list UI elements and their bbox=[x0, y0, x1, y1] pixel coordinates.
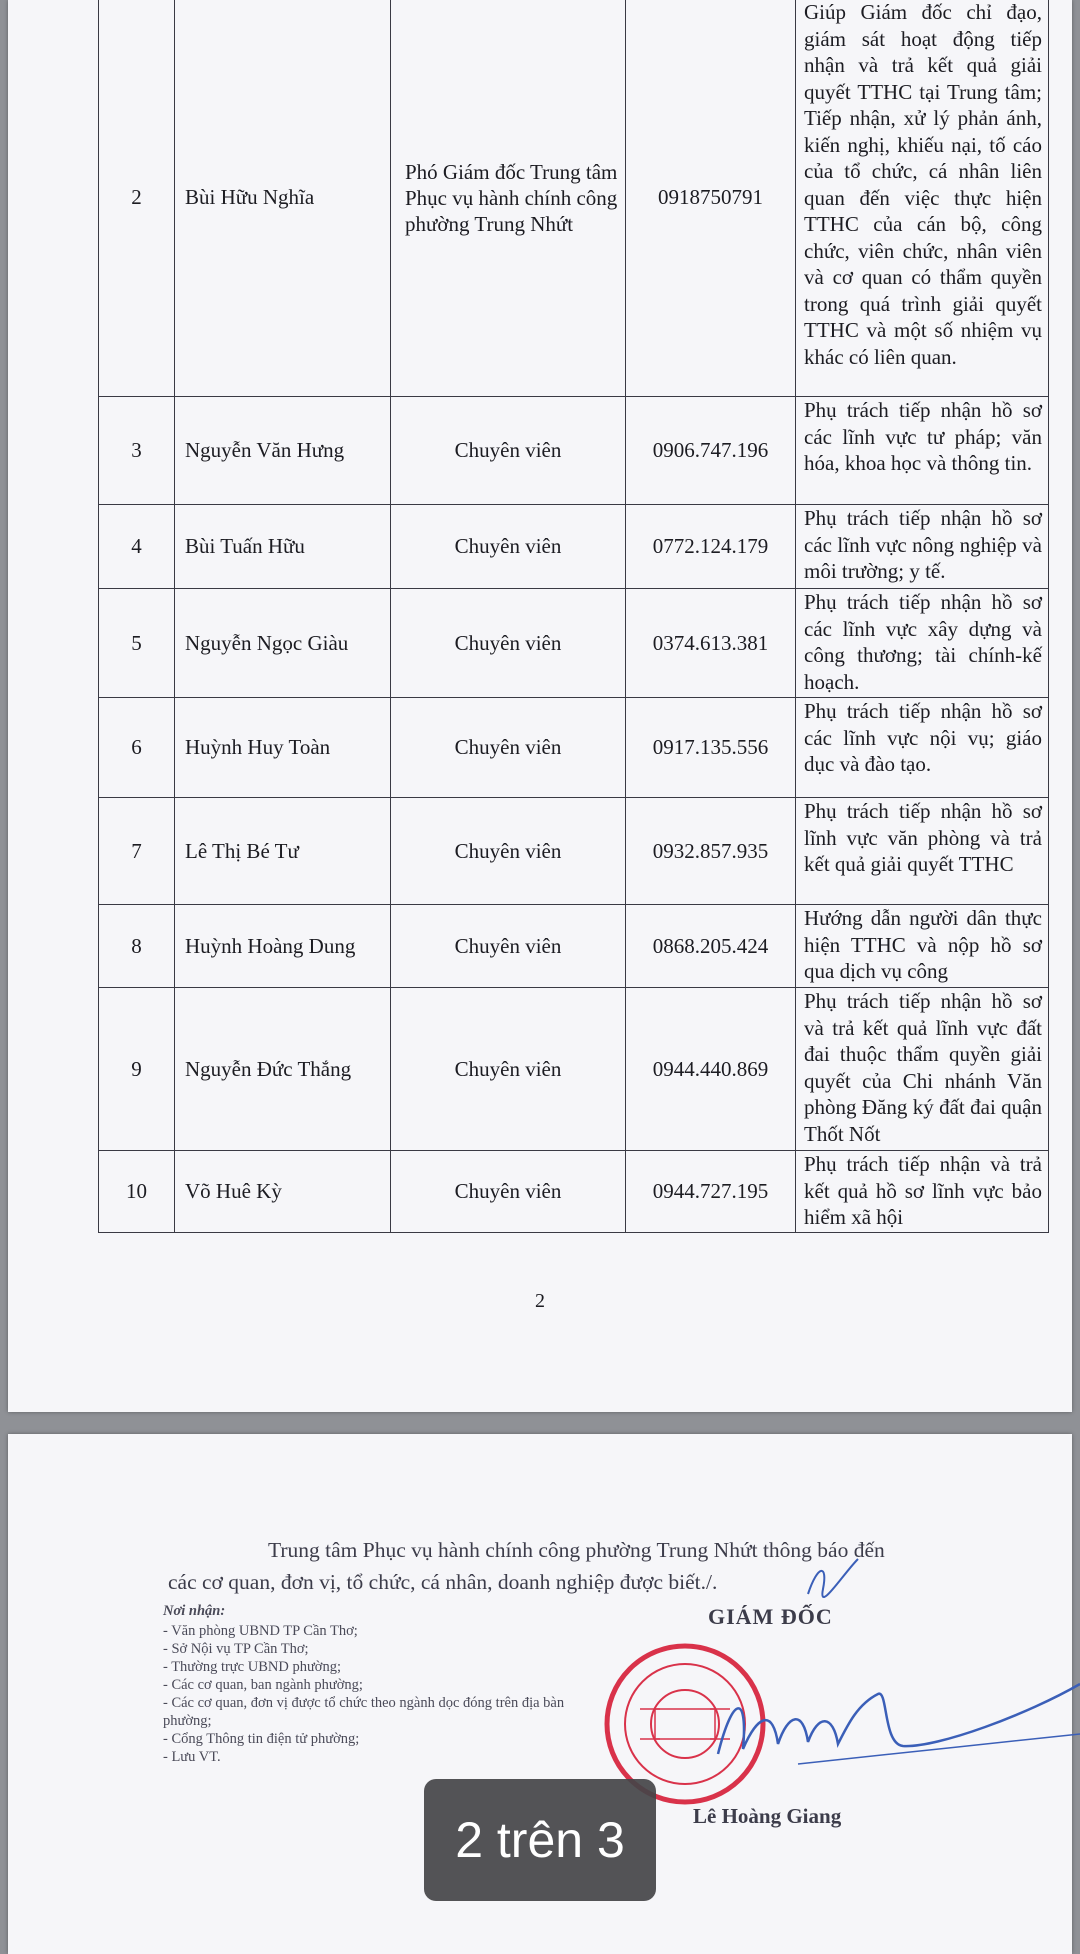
staff-name: Huỳnh Huy Toàn bbox=[175, 698, 391, 798]
staff-phone: 0944.727.195 bbox=[626, 1151, 796, 1233]
closing-line-1: Trung tâm Phục vụ hành chính công phường Trung Nhứt thông báo đến bbox=[268, 1538, 885, 1562]
staff-table bbox=[98, 0, 1049, 1233]
signer-title: GIÁM ĐỐC bbox=[708, 1604, 833, 1629]
recipient-item: - Lưu VT. bbox=[163, 1749, 221, 1765]
staff-task: Hướng dẫn người dân thực hiện TTHC và nộp hồ sơ qua dịch vụ công bbox=[796, 905, 1049, 988]
table-row bbox=[99, 0, 1049, 397]
staff-task: Phụ trách tiếp nhận hồ sơ các lĩnh vực nội vụ; giáo dục và đào tạo. bbox=[796, 698, 1049, 798]
row-number: 3 bbox=[99, 397, 175, 505]
table-row bbox=[99, 505, 1049, 589]
staff-position: Chuyên viên bbox=[391, 698, 626, 798]
staff-name: Nguyễn Đức Thắng bbox=[175, 988, 391, 1151]
table-row bbox=[99, 905, 1049, 988]
staff-phone: 0944.440.869 bbox=[626, 988, 796, 1151]
signer-name: Lê Hoàng Giang bbox=[693, 1804, 842, 1828]
staff-phone: 0906.747.196 bbox=[626, 397, 796, 505]
staff-phone: 0374.613.381 bbox=[626, 589, 796, 698]
staff-name: Nguyễn Văn Hưng bbox=[175, 397, 391, 505]
staff-name: Bùi Hữu Nghĩa bbox=[175, 0, 391, 397]
staff-task: Phụ trách tiếp nhận hồ sơ các lĩnh vực tư pháp; văn hóa, khoa học và thông tin. bbox=[796, 397, 1049, 505]
staff-name: Võ Huê Kỳ bbox=[175, 1151, 391, 1233]
row-number: 8 bbox=[99, 905, 175, 988]
row-number: 10 bbox=[99, 1151, 175, 1233]
recipient-item: - Cổng Thông tin điện tử phường; bbox=[163, 1731, 360, 1747]
table-row bbox=[99, 698, 1049, 798]
staff-position: Chuyên viên bbox=[391, 1151, 626, 1233]
recipient-item: - Các cơ quan, ban ngành phường; bbox=[163, 1677, 363, 1693]
table-row bbox=[99, 988, 1049, 1151]
staff-task: Giúp Giám đốc chỉ đạo, giám sát hoạt động tiếp nhận và trả kết quả giải quyết TTHC tại Trung tâm; Tiếp nhận, xử lý phản ánh, kiến nghị, khiếu nại, tố cáo của tổ chức, cá nhân liên quan đến việc thực hiện TTHC của cán bộ, công chức, viên chức, nhân viên và cơ quan có thẩm quyền trong quá trình giải quyết TTHC và một số nhiệm vụ khác có liên quan. bbox=[796, 0, 1049, 397]
staff-task: Phụ trách tiếp nhận hồ sơ và trả kết quả lĩnh vực đất đai thuộc thẩm quyền giải quyết của Chi nhánh Văn phòng Đăng ký đất đai quận Thốt Nốt bbox=[796, 988, 1049, 1151]
staff-position: Chuyên viên bbox=[391, 798, 626, 905]
staff-task: Phụ trách tiếp nhận hồ sơ các lĩnh vực nông nghiệp và môi trường; y tế. bbox=[796, 505, 1049, 589]
recipient-item: - Các cơ quan, đơn vị được tổ chức theo ngành dọc đóng trên địa bàn phường; bbox=[163, 1695, 565, 1729]
director-signature bbox=[708, 1654, 1080, 1804]
document-page-2 bbox=[8, 0, 1072, 1412]
row-number: 4 bbox=[99, 505, 175, 589]
staff-task: Phụ trách tiếp nhận hồ sơ các lĩnh vực xây dựng và công thương; tài chính-kế hoạch. bbox=[796, 589, 1049, 698]
closing-paragraph bbox=[168, 1534, 998, 1598]
staff-task: Phụ trách tiếp nhận và trả kết quả hồ sơ lĩnh vực bảo hiểm xã hội bbox=[796, 1151, 1049, 1233]
row-number: 9 bbox=[99, 988, 175, 1151]
row-number: 7 bbox=[99, 798, 175, 905]
staff-phone: 0868.205.424 bbox=[626, 905, 796, 988]
staff-name: Huỳnh Hoàng Dung bbox=[175, 905, 391, 988]
recipient-item: - Văn phòng UBND TP Cần Thơ; bbox=[163, 1623, 358, 1639]
initial-signature bbox=[798, 1554, 868, 1604]
row-number: 2 bbox=[99, 0, 175, 397]
table-row bbox=[99, 1151, 1049, 1233]
staff-name: Lê Thị Bé Tư bbox=[175, 798, 391, 905]
page-indicator-toast: 2 trên 3 bbox=[424, 1779, 656, 1901]
recipient-item: - Sở Nội vụ TP Cần Thơ; bbox=[163, 1641, 309, 1657]
table-row bbox=[99, 798, 1049, 905]
staff-phone: 0772.124.179 bbox=[626, 505, 796, 589]
staff-table-body bbox=[99, 0, 1049, 1233]
staff-phone: 0917.135.556 bbox=[626, 698, 796, 798]
staff-phone: 0932.857.935 bbox=[626, 798, 796, 905]
recipients-heading: Nơi nhận: bbox=[163, 1603, 226, 1619]
table-row bbox=[99, 589, 1049, 698]
staff-phone: 0918750791 bbox=[626, 0, 796, 397]
staff-position: Chuyên viên bbox=[391, 505, 626, 589]
table-row bbox=[99, 397, 1049, 505]
page-number: 2 bbox=[535, 1290, 545, 1312]
closing-line-2: các cơ quan, đơn vị, tổ chức, cá nhân, doanh nghiệp được biết./. bbox=[168, 1570, 718, 1594]
row-number: 5 bbox=[99, 589, 175, 698]
staff-position: Chuyên viên bbox=[391, 988, 626, 1151]
recipient-item: - Thường trực UBND phường; bbox=[163, 1659, 341, 1675]
staff-name: Nguyễn Ngọc Giàu bbox=[175, 589, 391, 698]
staff-position: Chuyên viên bbox=[391, 589, 626, 698]
staff-position: Chuyên viên bbox=[391, 905, 626, 988]
recipients-list bbox=[163, 1602, 603, 1766]
staff-name: Bùi Tuấn Hữu bbox=[175, 505, 391, 589]
staff-task: Phụ trách tiếp nhận hồ sơ lĩnh vực văn phòng và trả kết quả giải quyết TTHC bbox=[796, 798, 1049, 905]
row-number: 6 bbox=[99, 698, 175, 798]
staff-position: Chuyên viên bbox=[391, 397, 626, 505]
staff-position: Phó Giám đốc Trung tâm Phục vụ hành chính công phường Trung Nhứt bbox=[391, 0, 626, 397]
